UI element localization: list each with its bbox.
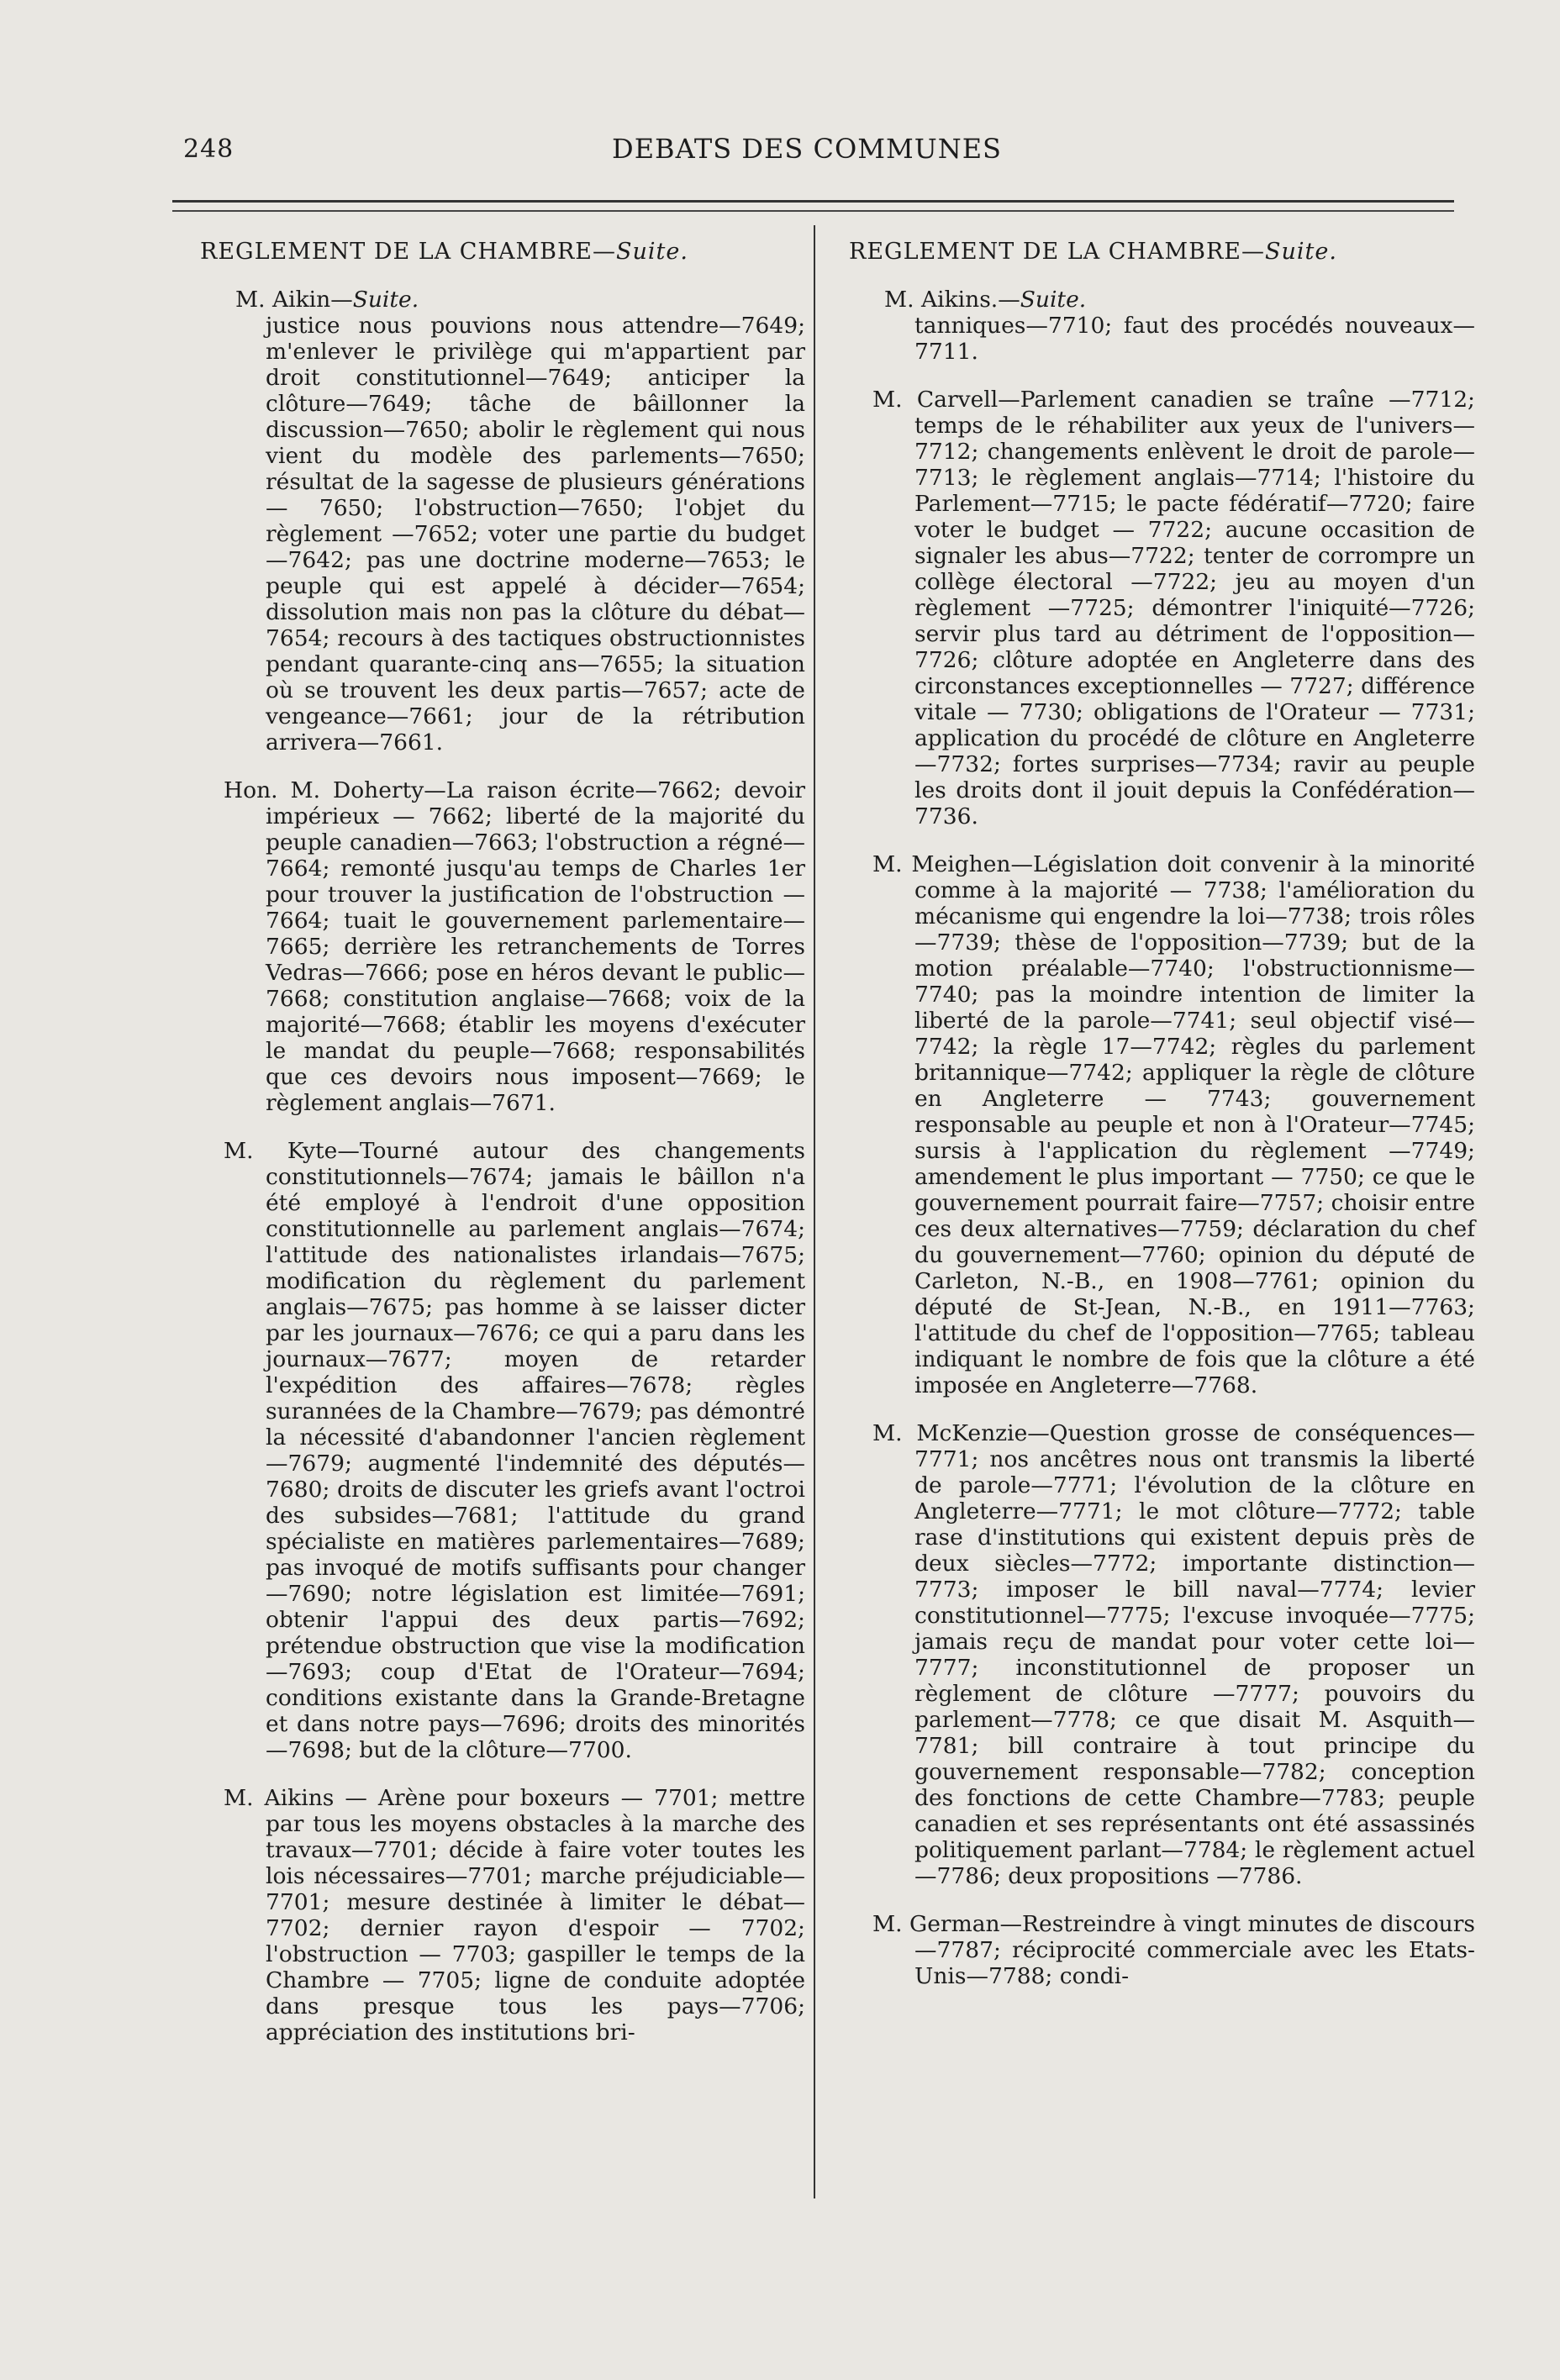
running-title: DEBATS DES COMMUNES bbox=[612, 133, 1002, 165]
continued-speaker-right bbox=[884, 287, 1475, 313]
speaker-suffix: Suite. bbox=[352, 287, 419, 313]
speaker-suffix: Suite. bbox=[1020, 287, 1087, 313]
index-entry-continued: tanniques—7710; faut des procédés nouveaux—7711. bbox=[914, 313, 1475, 365]
section-heading-text: REGLEMENT DE LA CHAMBRE— bbox=[849, 239, 1265, 265]
section-heading-suffix: Suite. bbox=[616, 239, 688, 265]
section-heading-left bbox=[200, 239, 805, 265]
header-rule bbox=[172, 200, 1454, 203]
section-heading-text: REGLEMENT DE LA CHAMBRE— bbox=[200, 239, 616, 265]
index-entry-kyte: M. Kyte—Tourné autour des changements constitutionnels—7674; jamais le bâillon n'a été employé à l'endroit d'une opposition constitutionnelle au parlement anglais—7674; l'attitude des nationalistes irlandais—7675; modification du règlement du parlement anglais—7675; pas homme à se laisser dicter par les journaux—7676; ce qui a paru dans les journaux—7677; moyen de retarder l'expédition des affaires—7678; règles surannées de la Chambre—7679; pas démontré la nécessité d'abandonner l'ancien règlement —7679; augmenté l'indemnité des députés—7680; droits de discuter les griefs avant l'octroi des subsides—7681; l'attitude du grand spécialiste en matières parlementaires—7689; pas invoqué de motifs suffisants pour changer—7690; notre législation est limitée—7691; obtenir l'appui des deux partis—7692; prétendue obstruction que vise la modification—7693; coup d'Etat de l'Orateur—7694; conditions existante dans la Grande-Bretagne et dans notre pays—7696; droits des minorités—7698; but de la clôture—7700. bbox=[224, 1138, 805, 1763]
right-column bbox=[849, 239, 1475, 2011]
index-entry-carvell: M. Carvell—Parlement canadien se traîne —7712; temps de le réhabiliter aux yeux de l'univers—7712; changements enlèvent le droit de parole—7713; le règlement anglais—7714; l'histoire du Parlement—7715; le pacte fédératif—7720; faire voter le budget — 7722; aucune occasition de signaler les abus—7722; tenter de corrompre un collège électoral —7722; jeu au moyen d'un règlement —7725; démontrer l'iniquité—7726; servir plus tard au détriment de l'opposition—7726; clôture adoptée en Angleterre dans des circonstances exceptionnelles — 7727; différence vitale — 7730; obligations de l'Orateur — 7731; application du procédé de clôture en Angleterre—7732; fortes surprises—7734; ravir au peuple les droits dont il jouit depuis la Confédération—7736. bbox=[872, 387, 1475, 829]
index-entry-continued: justice nous pouvions nous attendre—7649; m'enlever le privilège qui m'appartient par droit constitutionnel—7649; anticiper la clôture—7649; tâche de bâillonner la discussion—7650; abolir le règlement qui nous vient du modèle des parlements—7650; résultat de la sagesse de plusieurs générations — 7650; l'obstruction—7650; l'objet du règlement —7652; voter une partie du budget—7642; pas une doctrine moderne—7653; le peuple qui est appelé à décider—7654; dissolution mais non pas la clôture du débat—7654; recours à des tactiques obstructionnistes pendant quarante-cinq ans—7655; la situation où se trouvent les deux partis—7657; acte de vengeance—7661; jour de la rétribution arrivera—7661. bbox=[266, 313, 805, 756]
header-rule-secondary bbox=[172, 210, 1454, 212]
page-number: 248 bbox=[183, 134, 235, 164]
speaker-name: M. Aikins.— bbox=[884, 287, 1020, 313]
index-entry-german: M. German—Restreindre à vingt minutes de discours—7787; réciprocité commerciale avec les Etats-Unis—7788; condi- bbox=[872, 1911, 1475, 1989]
section-heading-right bbox=[849, 239, 1475, 265]
index-entry-meighen: M. Meighen—Législation doit convenir à la minorité comme à la majorité — 7738; l'amélioration du mécanisme qui engendre la loi—7738; trois rôles—7739; thèse de l'opposition—7739; but de la motion préalable—7740; l'obstructionnisme—7740; pas la moindre intention de limiter la liberté de la parole—7741; seul objectif visé—7742; la règle 17—7742; règles du parlement britannique—7742; appliquer la règle de clôture en Angleterre — 7743; gouvernement responsable au peuple et non à l'Orateur—7745; sursis à l'application du règlement —7749; amendement le plus important — 7750; ce que le gouvernement pourrait faire—7757; choisir entre ces deux alternatives—7759; déclaration du chef du gouvernement—7760; opinion du député de Carleton, N.-B., en 1908—7761; opinion du député de St-Jean, N.-B., en 1911—7763; l'attitude du chef de l'opposition—7765; tableau indiquant le nombre de fois que la clôture a été imposée en Angleterre—7768. bbox=[872, 851, 1475, 1398]
section-heading-suffix: Suite. bbox=[1265, 239, 1337, 265]
index-entry-mckenzie: M. McKenzie—Question grosse de conséquences—7771; nos ancêtres nous ont transmis la liberté de parole—7771; l'évolution de la clôture en Angleterre—7771; le mot clôture—7772; table rase d'institutions qui existent depuis près de deux siècles—7772; importante distinction—7773; imposer le bill naval—7774; levier constitutionnel—7775; l'excuse invoquée—7775; jamais reçu de mandat pour voter cette loi—7777; inconstitutionnel de proposer un règlement de clôture —7777; pouvoirs du parlement—7778; ce que disait M. Asquith—7781; bill contraire à tout principe du gouvernement responsable—7782; conception des fonctions de cette Chambre—7783; peuple canadien et ses représentants ont été assassinés politiquement parlant—7784; le règlement actuel—7786; deux propositions —7786. bbox=[872, 1420, 1475, 1889]
index-entry-doherty: Hon. M. Doherty—La raison écrite—7662; devoir impérieux — 7662; liberté de la majorité du peuple canadien—7663; l'obstruction a régné—7664; remonté jusqu'au temps de Charles 1er pour trouver la justification de l'obstruction — 7664; tuait le gouvernement parlementaire—7665; derrière les retranchements de Torres Vedras—7666; pose en héros devant le public—7668; constitution anglaise—7668; voix de la majorité—7668; établir les moyens d'exécuter le mandat du peuple—7668; responsabilités que ces devoirs nous imposent—7669; le règlement anglais—7671. bbox=[224, 777, 805, 1116]
left-column bbox=[200, 239, 805, 2067]
index-entry-aikins: M. Aikins — Arène pour boxeurs — 7701; mettre par tous les moyens obstacles à la marche des travaux—7701; décide à faire voter toutes les lois nécessaires—7701; marche préjudiciable—7701; mesure destinée à limiter le débat—7702; dernier rayon d'espoir — 7702; l'obstruction — 7703; gaspiller le temps de la Chambre — 7705; ligne de conduite adoptée dans presque tous les pays—7706; appréciation des institutions bri- bbox=[224, 1785, 805, 2046]
speaker-name: M. Aikin— bbox=[235, 287, 353, 313]
continued-speaker-left bbox=[235, 287, 805, 313]
column-divider bbox=[814, 225, 815, 2198]
